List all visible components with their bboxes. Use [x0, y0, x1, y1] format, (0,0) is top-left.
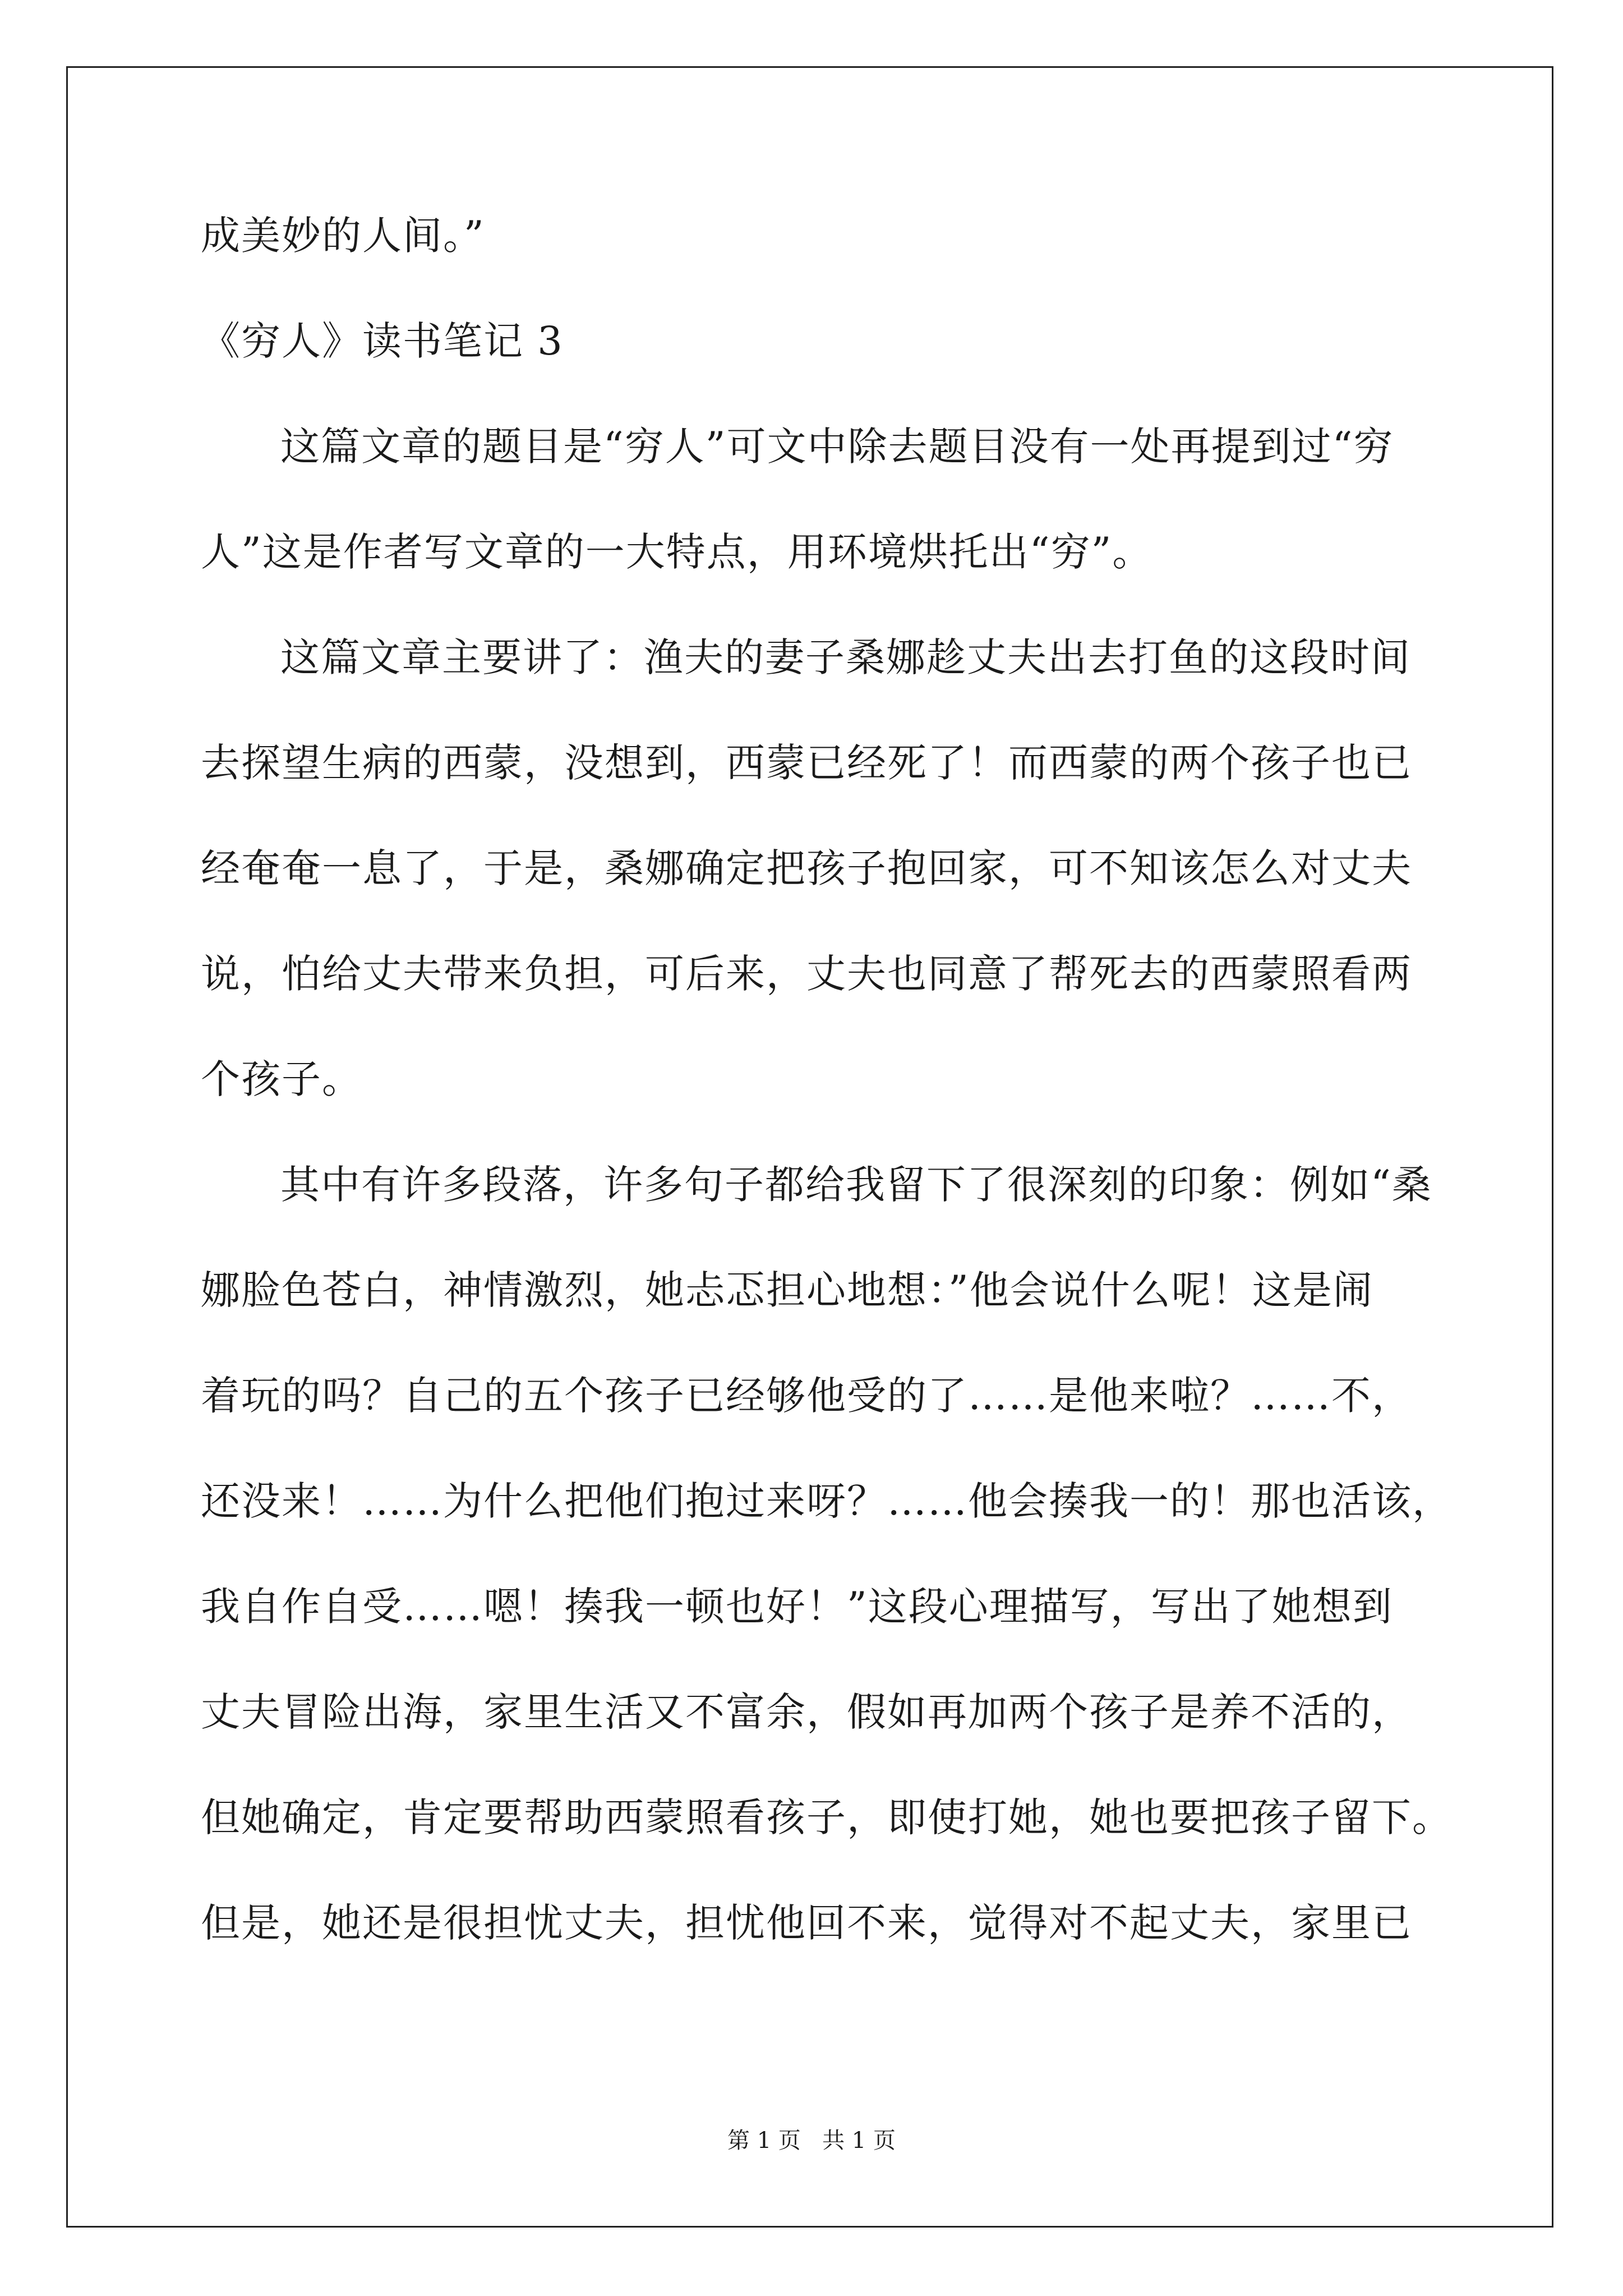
text-line: 这篇文章主要讲了：渔夫的妻子桑娜趁丈夫出去打鱼的这段时间 — [280, 634, 1411, 680]
text-line: 丈夫冒险出海，家里生活又不富余，假如再加两个孩子是养不活的， — [201, 1689, 1412, 1735]
text-line: 人”这是作者写文章的一大特点，用环境烘托出“穷”。 — [201, 529, 1153, 575]
text-line: 还没来！……为什么把他们抱过来呀？……他会揍我一的！那也活该， — [201, 1478, 1453, 1524]
page-number-footer: 第 1 页 共 1 页 — [727, 2128, 896, 2154]
text-line: 着玩的吗？自己的五个孩子已经够他受的了……是他来啦？……不， — [201, 1373, 1412, 1419]
text-line: 其中有许多段落，许多句子都给我留下了很深刻的印象：例如“桑 — [280, 1162, 1432, 1208]
section-heading: 《穷人》读书笔记 3 — [201, 318, 564, 364]
text-line: 个孩子。 — [201, 1056, 362, 1102]
text-line: 我自作自受……嗯！揍我一顿也好！”这段心理描写，写出了她想到 — [201, 1584, 1393, 1630]
text-line: 但是，她还是很担忧丈夫，担忧他回不来，觉得对不起丈夫，家里已 — [201, 1900, 1412, 1946]
text-line: 但她确定，肯定要帮助西蒙照看孩子，即使打她，她也要把孩子留下。 — [201, 1795, 1453, 1841]
text-line: 成美妙的人间。” — [201, 213, 485, 259]
document-body — [201, 208, 1453, 2000]
text-line: 说，怕给丈夫带来负担，可后来，丈夫也同意了帮死去的西蒙照看两 — [201, 951, 1412, 997]
text-line: 经奄奄一息了，于是，桑娜确定把孩子抱回家，可不知该怎么对丈夫 — [201, 845, 1412, 891]
text-line: 娜脸色苍白，神情激烈，她忐忑担心地想：”他会说什么呢！这是闹 — [201, 1267, 1373, 1313]
text-line: 去探望生病的西蒙，没想到，西蒙已经死了！而西蒙的两个孩子也已 — [201, 740, 1412, 786]
text-line: 这篇文章的题目是“穷人”可文中除去题目没有一处再提到过“穷 — [280, 424, 1394, 470]
